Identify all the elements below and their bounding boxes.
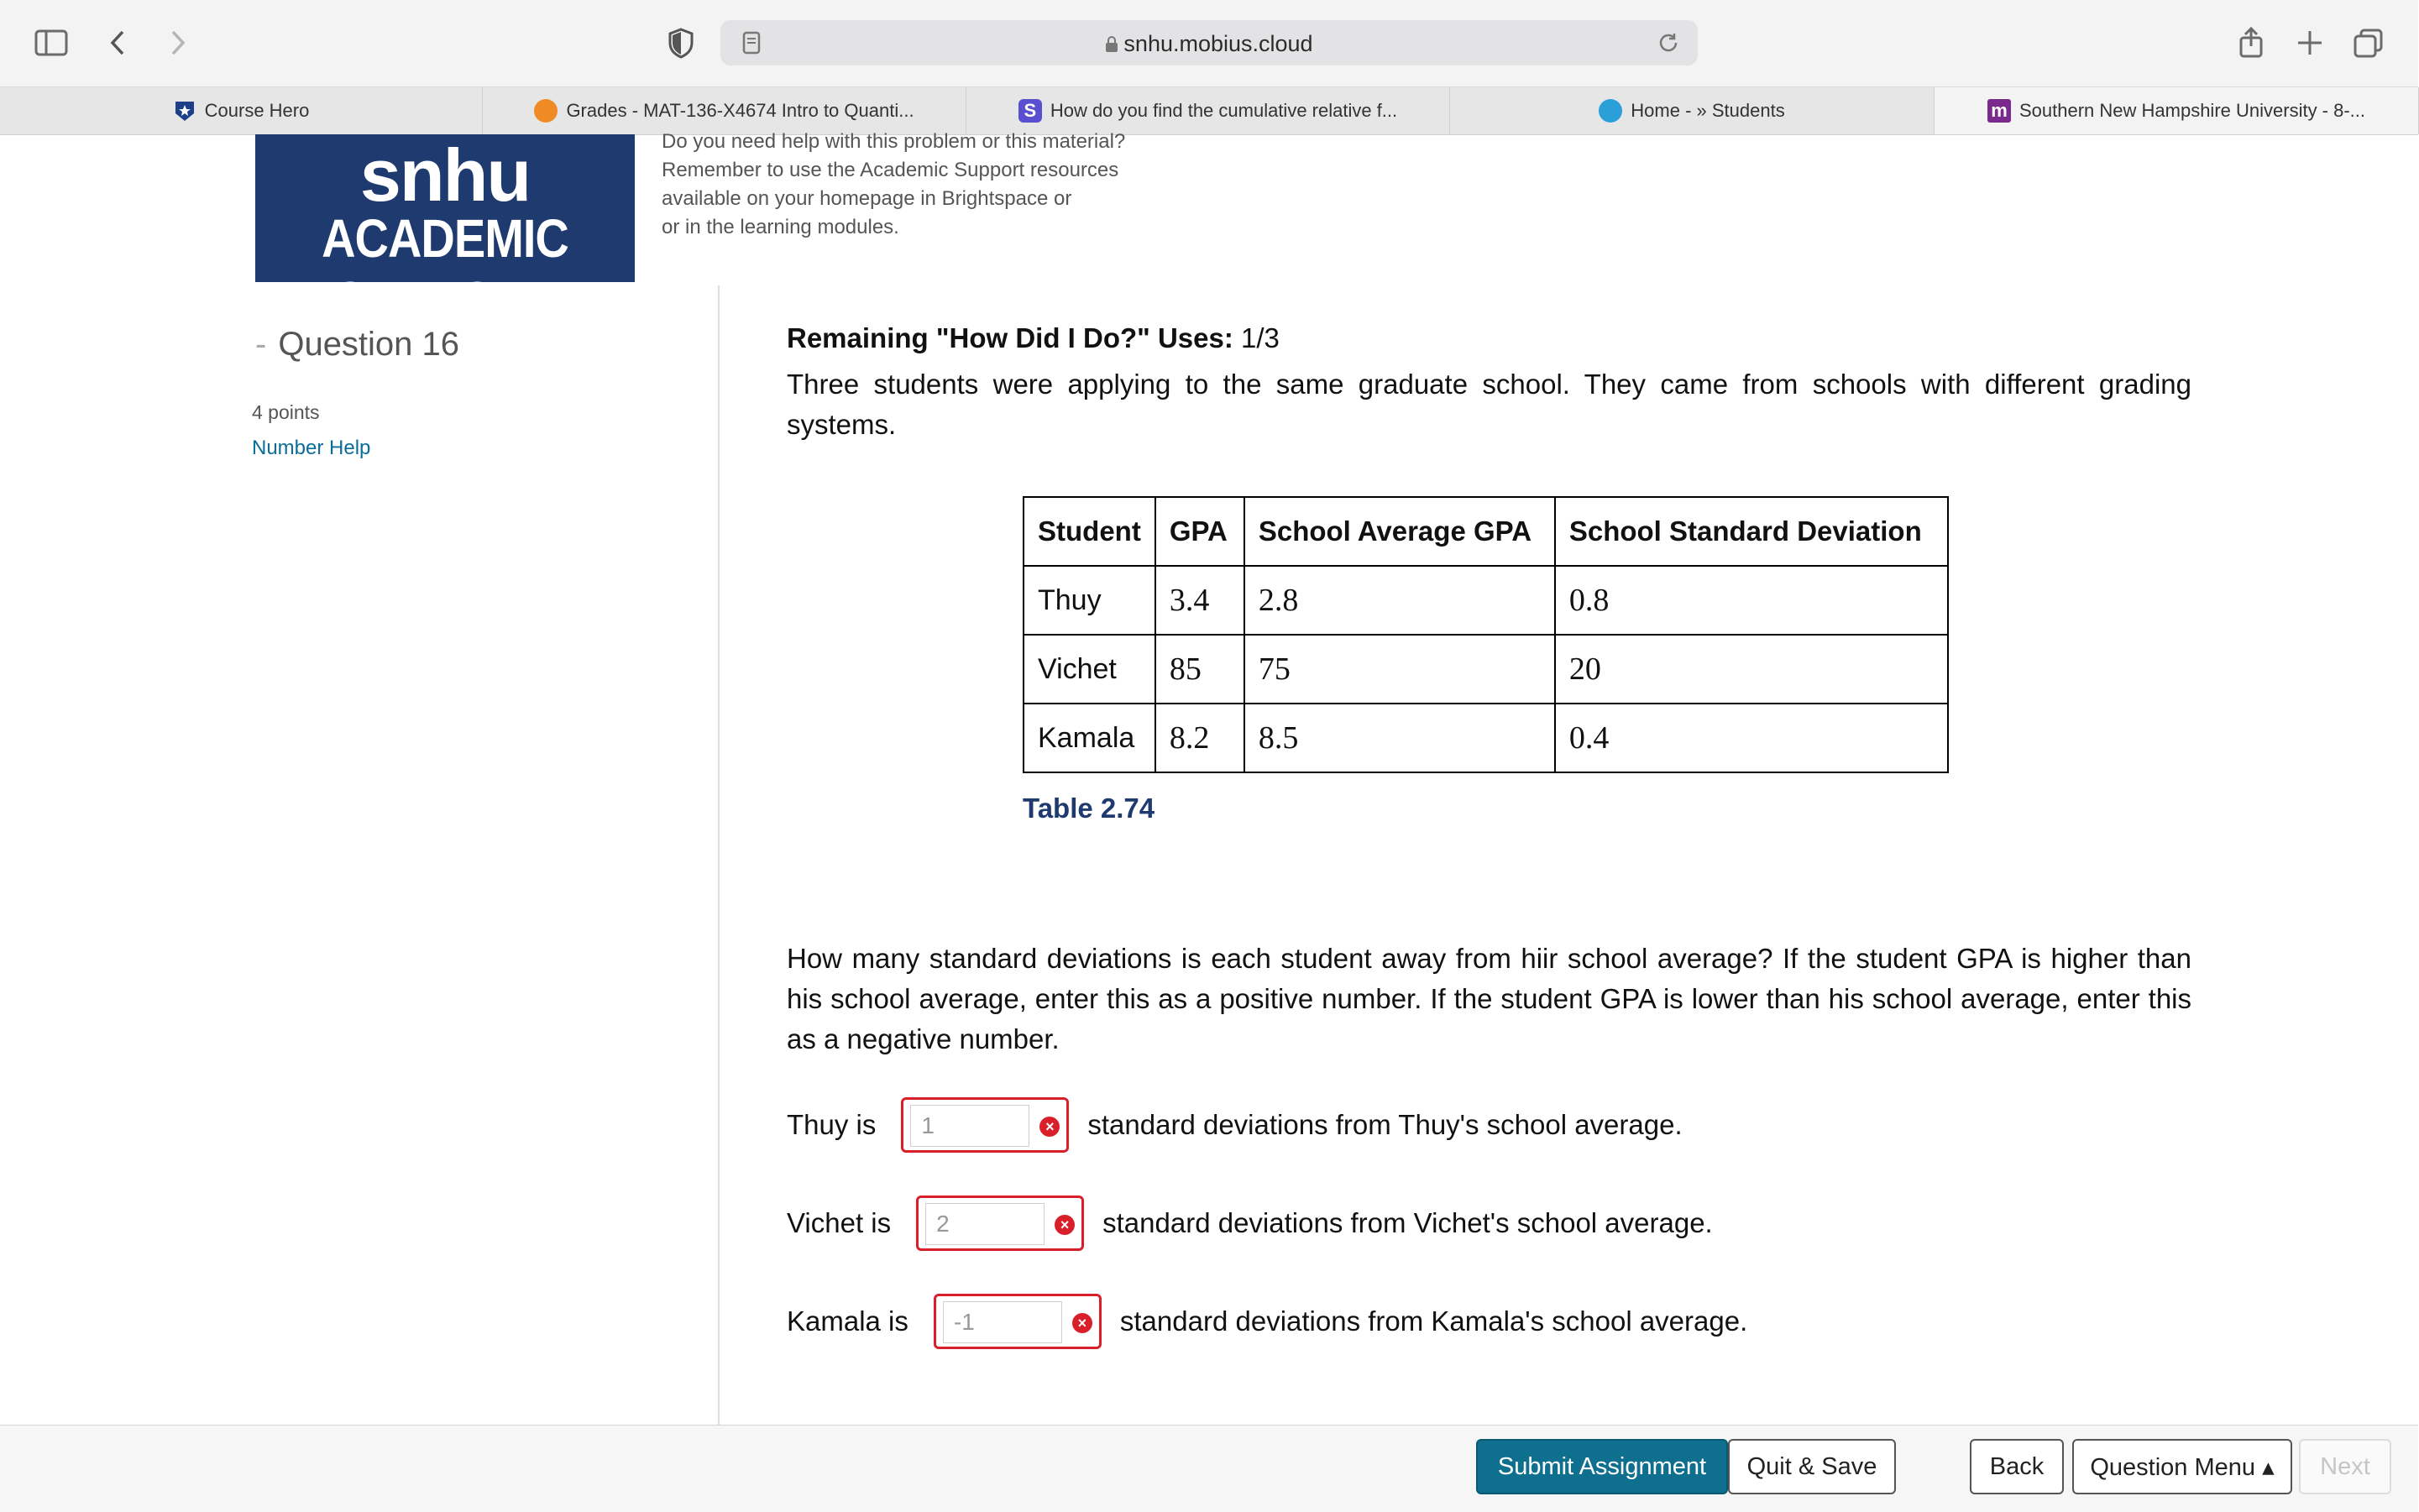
thuy-answer-input[interactable] — [910, 1105, 1029, 1147]
answer-box-incorrect — [934, 1294, 1102, 1349]
answer-box-incorrect — [901, 1097, 1069, 1153]
address-bar[interactable] — [720, 20, 1698, 65]
kamala-answer-input[interactable] — [943, 1301, 1062, 1343]
table-row — [1024, 635, 1948, 704]
answer-row-thuy — [787, 1093, 1683, 1157]
submit-assignment-button[interactable]: Submit Assignment — [1476, 1439, 1728, 1494]
tab-cumulative-question[interactable]: S How do you find the cumulative relative f... — [966, 87, 1450, 134]
s-logo-icon: S — [1018, 99, 1042, 123]
academic-support-logo-text: ACADEMIC SUPPORT — [322, 207, 568, 332]
answer-label: Vichet is — [787, 1207, 892, 1238]
answer-row-kamala — [787, 1290, 1747, 1353]
table-cell: 85 — [1155, 635, 1244, 704]
table-cell: 75 — [1244, 635, 1555, 704]
incorrect-x-icon: × — [1072, 1313, 1092, 1333]
help-text: Do you need help with this problem or this material? Remember to use the Academic Support resources available on your homepage in Brightspace or or in the learning modules. — [662, 130, 1126, 238]
column-divider — [718, 285, 720, 1427]
tab-overview-icon[interactable] — [2351, 25, 2386, 60]
incorrect-x-icon: × — [1055, 1215, 1075, 1235]
tab-grades[interactable]: Grades - MAT-136-X4674 Intro to Quanti... — [483, 87, 966, 134]
vichet-answer-input[interactable] — [925, 1203, 1045, 1245]
back-button[interactable]: Back — [1970, 1439, 2064, 1494]
remaining-uses: Remaining "How Did I Do?" Uses: 1/3 — [787, 322, 1280, 353]
question-title: - Question 16 — [255, 326, 460, 363]
share-icon[interactable] — [2233, 25, 2269, 60]
number-help-link[interactable]: Number Help — [252, 437, 371, 459]
table-cell: Vichet — [1024, 635, 1155, 704]
table-cell: 2.8 — [1244, 566, 1555, 635]
data-table — [1023, 496, 1949, 773]
home-globe-icon — [1599, 99, 1622, 123]
table-header-cell: GPA — [1155, 497, 1244, 566]
question-prompt: How many standard deviations is each student away from hiir school average? If the student GPA is higher than his school average, enter this as a positive number. If the student GPA is lower than his school average, enter this as a negative number. — [787, 943, 2191, 1054]
m-logo-icon: m — [1987, 99, 2011, 123]
collapse-dash-icon[interactable]: - — [255, 326, 267, 363]
star-shield-icon — [173, 99, 196, 123]
table-cell: 0.4 — [1555, 704, 1948, 772]
privacy-shield-icon[interactable] — [663, 25, 699, 60]
answer-tail-text: standard deviations from Kamala's school average. — [1119, 1305, 1748, 1337]
incorrect-x-icon: × — [1039, 1117, 1060, 1137]
table-header-cell: Student — [1024, 497, 1155, 566]
tab-course-hero[interactable]: Course Hero — [0, 87, 483, 134]
table-cell: 3.4 — [1155, 566, 1244, 635]
tab-home-students[interactable]: Home - » Students — [1450, 87, 1935, 134]
table-cell: 20 — [1555, 635, 1948, 704]
answer-row-vichet — [787, 1191, 1713, 1255]
sidebar-toggle-icon[interactable] — [34, 25, 69, 60]
academic-support-banner — [255, 133, 635, 332]
reload-icon[interactable] — [1656, 30, 1681, 55]
brightspace-icon — [534, 99, 558, 123]
answer-tail-text: standard deviations from Vichet's school average. — [1102, 1207, 1713, 1238]
table-cell: 0.8 — [1555, 566, 1948, 635]
table-caption: Table 2.74 — [1023, 793, 1155, 824]
table-row — [1024, 704, 1948, 772]
quit-save-button[interactable]: Quit & Save — [1728, 1439, 1896, 1494]
back-chevron-icon[interactable] — [101, 25, 136, 60]
next-button: Next — [2299, 1439, 2391, 1494]
answer-label: Thuy is — [787, 1109, 877, 1140]
table-cell: 8.2 — [1155, 704, 1244, 772]
browser-toolbar — [0, 0, 2418, 87]
table-cell: 8.5 — [1244, 704, 1555, 772]
answer-box-incorrect — [916, 1195, 1084, 1251]
tab-bar — [0, 87, 2418, 135]
question-intro: Three students were applying to the same graduate school. They came from schools with different grading systems. — [787, 369, 2191, 440]
assignment-footer — [0, 1425, 2418, 1512]
url-text: snhu.mobius.cloud — [1123, 31, 1313, 56]
answer-tail-text: standard deviations from Thuy's school average. — [1087, 1109, 1683, 1140]
table-header-row — [1024, 497, 1948, 566]
table-row — [1024, 566, 1948, 635]
question-points: 4 points — [252, 401, 320, 423]
answer-label: Kamala is — [787, 1305, 908, 1337]
table-header-cell: School Average GPA — [1244, 497, 1555, 566]
lock-icon — [1105, 36, 1118, 53]
table-header-cell: School Standard Deviation — [1555, 497, 1948, 566]
snhu-logo-text: snhu — [359, 133, 531, 217]
table-cell: Kamala — [1024, 704, 1155, 772]
tab-snhu-active[interactable]: m Southern New Hampshire University - 8-... — [1935, 87, 2419, 134]
new-tab-plus-icon[interactable] — [2292, 25, 2327, 60]
question-menu-button[interactable]: Question Menu ▴ — [2072, 1439, 2292, 1494]
table-cell: Thuy — [1024, 566, 1155, 635]
forward-chevron-icon[interactable] — [160, 25, 195, 60]
